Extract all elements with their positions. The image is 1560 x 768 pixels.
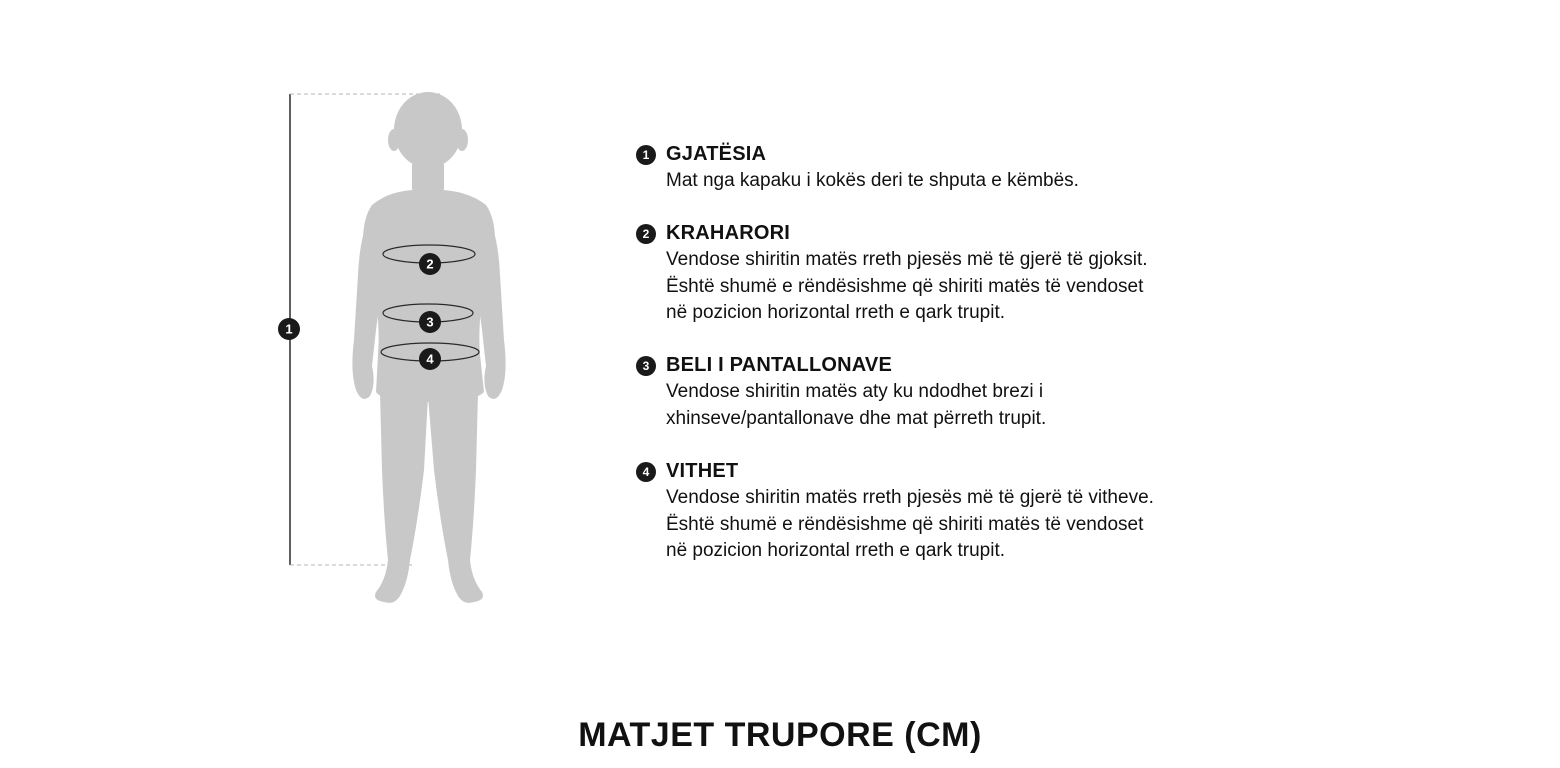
svg-text:1: 1 (285, 321, 293, 337)
number-badge: 3 (636, 356, 656, 376)
page-title: MATJET TRUPORE (CM) (578, 716, 982, 754)
marker-3 (419, 311, 441, 333)
child-figure-diagram (0, 0, 640, 640)
instruction-description: Vendose shiritin matës rreth pjesës më të gjerë të vitheve. Është shumë e rëndësishme që shiriti matës të vendoset në pozicion horizontal rreth e qark trupit. (666, 487, 1154, 561)
instruction-title: GJATËSIA (666, 143, 767, 165)
marker-2 (419, 253, 441, 275)
child-silhouette (352, 92, 505, 603)
number-badge: 4 (636, 462, 656, 482)
instruction-chest (636, 219, 1148, 327)
number-badge: 1 (636, 145, 656, 165)
svg-text:3: 3 (426, 314, 434, 330)
instruction-height (636, 140, 1079, 195)
number-badge: 2 (636, 224, 656, 244)
instruction-hips (636, 457, 1154, 565)
instruction-waist (636, 351, 1046, 432)
instruction-description: Vendose shiritin matës aty ku ndodhet brezi i xhinseve/pantallonave dhe mat përreth trupit. (666, 381, 1047, 429)
svg-text:2: 2 (426, 256, 434, 272)
instruction-title: BELI I PANTALLONAVE (666, 354, 893, 376)
marker-4 (419, 348, 441, 370)
marker-1 (278, 318, 300, 340)
instruction-description: Vendose shiritin matës rreth pjesës më të gjerë të gjoksit. Është shumë e rëndësishme që shiriti matës të vendoset në pozicion horizontal rreth e qark trupit. (666, 249, 1148, 323)
svg-text:4: 4 (426, 351, 434, 367)
instruction-description: Mat nga kapaku i kokës deri te shputa e këmbës. (666, 170, 1079, 191)
instruction-title: KRAHARORI (666, 222, 791, 244)
instruction-title: VITHET (666, 460, 739, 482)
